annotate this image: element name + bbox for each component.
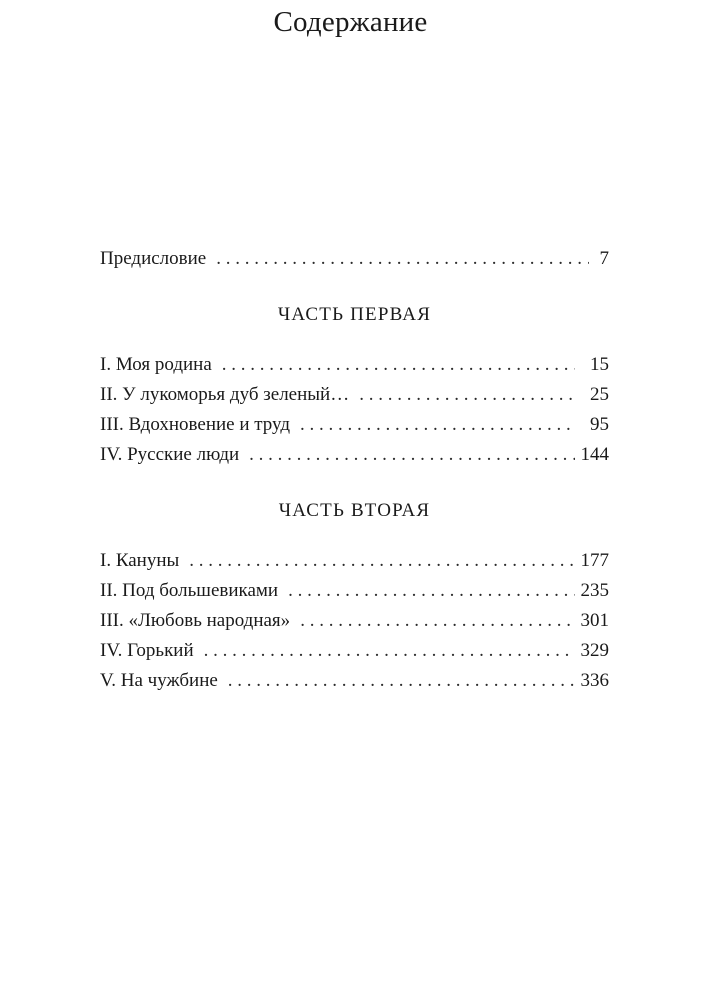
toc-entry-page-number: 7: [599, 248, 609, 269]
toc-entry: [100, 606, 609, 636]
dot-leader: [249, 440, 574, 470]
toc-entry: [100, 440, 609, 470]
toc-entry: [100, 546, 609, 576]
part-one-section: [100, 300, 609, 470]
toc-entry-page-number: 25: [590, 384, 609, 405]
dot-leader: [300, 410, 575, 440]
toc-entry-label: II. У лукоморья дуб зеленый…: [100, 384, 350, 405]
dot-leader: [216, 244, 589, 274]
dot-leader: [359, 380, 575, 410]
dot-leader: [300, 606, 574, 636]
toc-entry-label: I. Моя родина: [100, 354, 212, 375]
dot-leader: [228, 666, 575, 696]
toc-entry-page-number: 301: [580, 610, 609, 631]
page-title: Содержание: [273, 6, 428, 38]
dot-leader: [204, 636, 575, 666]
dot-leader: [189, 546, 574, 576]
part-two-section: [100, 496, 609, 696]
toc-entry: [100, 666, 609, 696]
toc-entry-page-number: 329: [580, 640, 609, 661]
dot-leader: [288, 576, 574, 606]
toc-entry: [100, 576, 609, 606]
toc-entry-label: Предисловие: [100, 248, 207, 269]
part-heading: ЧАСТЬ ВТОРАЯ: [278, 500, 431, 521]
toc-entry-label: V. На чужбине: [100, 670, 218, 691]
toc-entry-label: I. Кануны: [100, 550, 180, 571]
toc-entry-page-number: 235: [580, 580, 609, 601]
toc-entry-page-number: 144: [580, 444, 609, 465]
toc-entry: [100, 380, 609, 410]
toc-entry-label: III. «Любовь народная»: [100, 610, 291, 631]
toc-entry-label: II. Под большевиками: [100, 580, 279, 601]
toc-entry-page-number: 177: [580, 550, 609, 571]
table-of-contents: [100, 244, 609, 696]
toc-entry: [100, 410, 609, 440]
toc-entry-label: IV. Горький: [100, 640, 194, 661]
dot-leader: [222, 350, 575, 380]
toc-entry-preface: [100, 244, 609, 274]
toc-entry: [100, 636, 609, 666]
toc-entry-page-number: 95: [590, 414, 609, 435]
toc-entry: [100, 350, 609, 380]
part-heading: ЧАСТЬ ПЕРВАЯ: [277, 304, 432, 325]
toc-entry-label: IV. Русские люди: [100, 444, 240, 465]
toc-entry-label: III. Вдохновение и труд: [100, 414, 291, 435]
toc-entry-page-number: 15: [590, 354, 609, 375]
toc-entry-page-number: 336: [580, 670, 609, 691]
